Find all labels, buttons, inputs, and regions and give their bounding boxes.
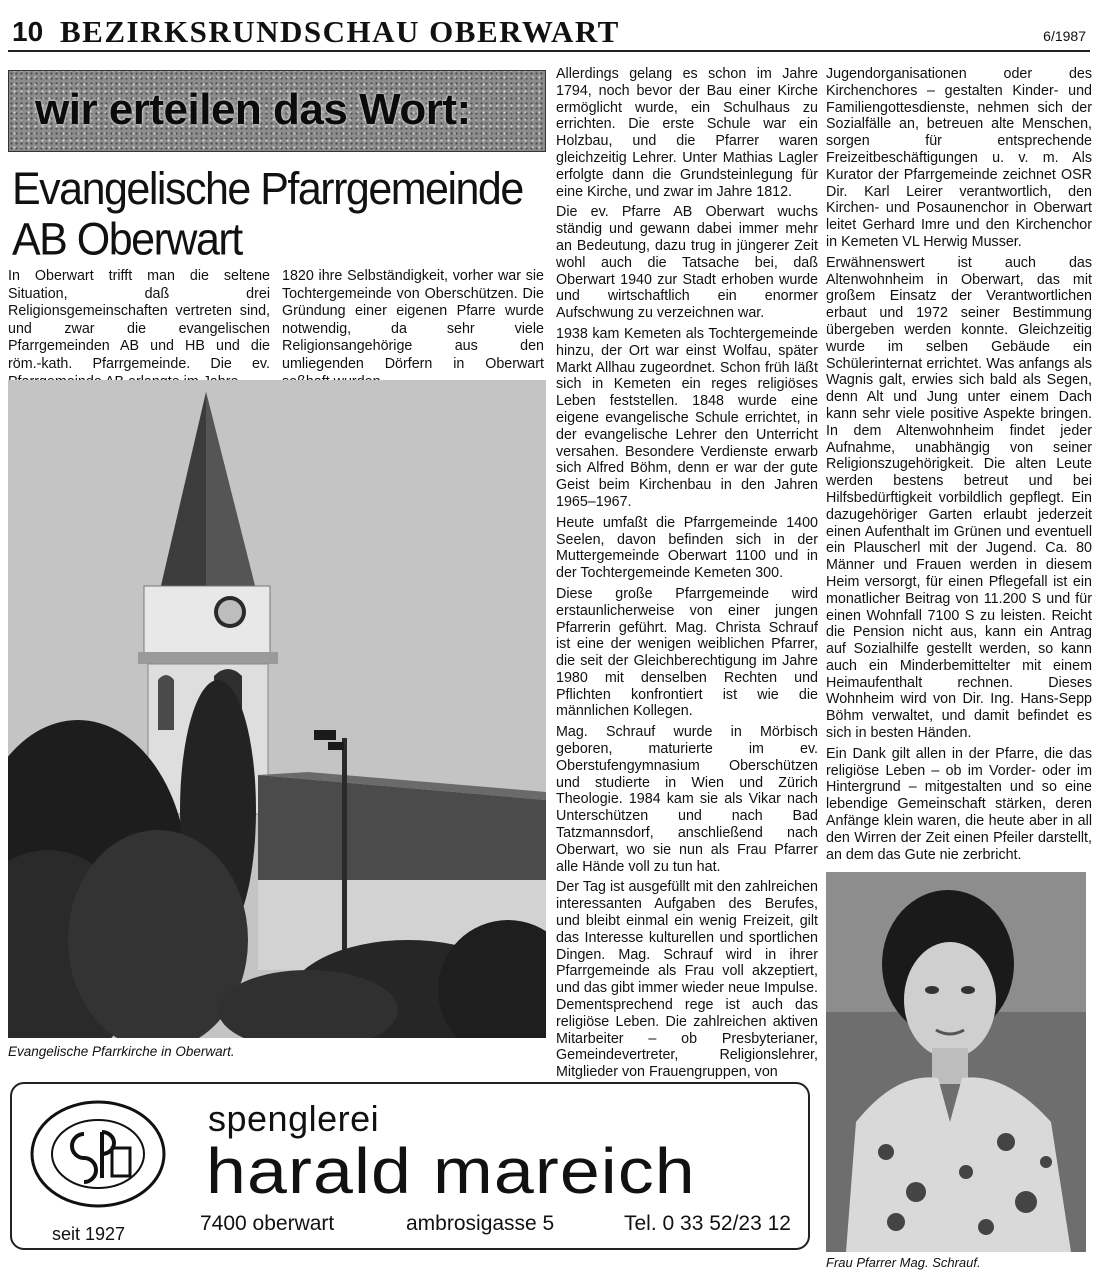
kicker-box [8, 70, 546, 152]
ad-company-name: harald mareich [206, 1135, 696, 1207]
headline-line-1: Evangelische Pfarrgemeinde [12, 164, 523, 215]
advertisement [10, 1082, 810, 1250]
masthead [8, 8, 1090, 52]
church-illustration [8, 380, 546, 1038]
paragraph: Diese große Pfarrgemeinde wird erstaunlicherweise von einer jungen Pfarrerin geführt. Mag. Christa Schrauf ist eine der wenigen weiblichen Pfarrer, die seit der Gleichberechtigung im Jahre 1980 mit denselben Rechten und Pflichten konfrontiert ist wie die männlichen Kollegen. [556, 585, 818, 720]
church-photo-caption: Evangelische Pfarrkirche in Oberwart. [8, 1044, 235, 1059]
paragraph: 1938 kam Kemeten als Tochtergemeinde hinzu, der Ort war einst Wolfau, später Markt Allhau zugeordnet. Schon früh läßt sich in Kemeten ein reges religiöses Leben feststellen. 1848 wurde eine eigene evangelische Schule errichtet, in der evangelische Lehrer den Unterricht versahen. Besondere Verdienste erwarb sich Alfred Böhm, denn er war der gute Geist beim Kirchenbau in den Jahren 1965–1967. [556, 325, 818, 510]
issue-number: 6/1987 [1043, 28, 1086, 44]
paragraph: Allerdings gelang es schon im Jahre 1794, noch bevor der Bau einer Kirche ermöglicht wurde, ein Schulhaus zu errichten. Die erste Schule war ein Holzbau, und die Pfarrer waren gleichzeitig Lehrer. Unter Mathias Lagler erfolgte dann die Grundsteinlegung für eine Kirche, und zwar im Jahre 1812. [556, 66, 818, 200]
intro-column-b: 1820 ihre Selbständigkeit, vorher war sie Tochtergemeinde von Oberschützen. Die Gründung einer eigenen Pfarre wurde notwendig, da sehr viele Religionsangehörige aus den umliegenden Dörfern in Oberwart [282, 268, 544, 372]
intro-column-a: In Oberwart trifft man die seltene Situation, daß drei Religionsgemeinschaften vertreten sind, und zwar die evangelischen Pfarrgemeinden AB und HB und die röm.-kath. Pfarrgemeinde. Die ev. [8, 268, 270, 372]
article-headline [12, 164, 546, 265]
church-photo [8, 380, 546, 1038]
article-column-3 [556, 66, 818, 1085]
portrait-photo-caption: Frau Pfarrer Mag. Schrauf. [826, 1255, 981, 1270]
ad-trade: spenglerei [208, 1098, 380, 1139]
spengler-logo-icon [28, 1098, 168, 1210]
paragraph: Ein Dank gilt allen in der Pfarre, die das religiöse Leben – ob im Vorder- oder im Hintergrund – mitgestalten und so eine lebendige Gemeinschaft stärken, deren Anfänge klein waren, die heute aber in all den Wirren der Zeit einen Pfeiler darstellt, an dem das Gute nie zerbricht. [826, 745, 1092, 863]
newspaper-title: BEZIRKSRUNDSCHAU OBERWART [60, 14, 620, 49]
paragraph: Der Tag ist ausgefüllt mit den zahlreichen interessanten Aufgaben des Berufes, und bleibt einmal ein wenig Freizeit, gilt das Interesse kulturellen und sportlichen Dingen. Mag. Schrauf wird in ihrer Pfarrgemeinde als Frau voll akzeptiert, und das gibt immer wieder neue Impulse. Dementsprechend rege ist auch das religiöse Leben. Die zahlreichen aktiven Mitarbeiter – ob Presbyterianer, Gemeindevertreter, Religionslehrer, Mitglieder von Frauengruppen, von [556, 879, 818, 1081]
portrait-photo [826, 872, 1086, 1252]
paragraph: Jugendorganisationen oder des Kirchenchores – gestalten Kinder- und Familiengottesdienste, nehmen sich der Sozialfälle an, betreuen alte Menschen, sorgen für entsprechende Freizeitbeschäftigungen u. v. m. Als Kurator der Pfarrgemeinde zeichnet OSR Dir. Karl Leirer verantwortlich, den Kirchen- und Posaunenchor in Oberwart leitet Gerhard Imre und den Kirchenchor in Kemeten VL Herwig Musser. [826, 66, 1092, 250]
ad-founded: seit 1927 [52, 1224, 126, 1244]
ad-city: 7400 oberwart [200, 1212, 335, 1235]
headline-line-2: AB Oberwart [12, 214, 242, 265]
article-column-4 [826, 66, 1092, 867]
kicker-text: wir erteilen das Wort: [35, 85, 471, 134]
paragraph: Mag. Schrauf wurde in Mörbisch geboren, maturierte im ev. Oberstufengymnasium Oberschützen und studierte in Wien und Zürich Theologie. 1984 kam sie als Vikar nach Unterschützen und nach Bad Tatzmannsdorf, anschließend nach Oberwart, wo sie nun als Frau Pfarrer alle Hände voll zu tun hat. [556, 724, 818, 875]
page-number: 10 [12, 16, 44, 47]
portrait-illustration [826, 872, 1086, 1252]
paragraph: Erwähnenswert ist auch das Altenwohnheim in Oberwart, das mit großem Einsatz der Verantwortlichen erbaut und 1972 seiner Bestimmung übergeben werden konnte. Gleichzeitig wurde im selben Gebäude ein Schülerinternat errichtet. Was anfangs als Wagnis galt, erwies sich bald als Segen, denn Alt und Jung unter einem Dach kann sehr viele positive Aspekte bringen. In dem Altenwohnheim findet jeder Aufnahme, unabhängig von seiner Religionszugehörigkeit. Die alten Leute werden bestens betreut und bei Hilfsbedürftigkeit vorbildlich gepflegt. Ein dazugehöriger Garten erlaubt jederzeit einen Aufenthalt im Grünen und eventuell ein Plauscherl mit der Jugend. Ca. 80 Männer und Frauen werden in diesem Heim versorgt, für einen Pflegefall ist ein monatlicher Beitrag von 11.200 S und für einen Wohnfall 7100 S zu leisten. Reicht die Pension nicht aus, kann ein Antrag auf Sozialhilfe gestellt werden, so kann auch ein Minderbemittelter mit einem Heimaufenthalt rechnen. Dieses Wohnheim wird von Dir. Ing. Hans-Sepp Böhm verwaltet, und damit befindet es sich in besten Händen. [826, 254, 1092, 742]
paragraph: Heute umfaßt die Pfarrgemeinde 1400 Seelen, davon befinden sich in der Muttergemeinde Oberwart 1100 und in der Tochtergemeinde Kemeten 300. [556, 514, 818, 582]
paragraph: Die ev. Pfarre AB Oberwart wuchs ständig und gewann dabei immer mehr an Bedeutung, dazu trug in jüngerer Zeit wohl auch die Tatsache bei, daß Oberwart 1940 zur Stadt erhoben wurde und wirtschaftlich ein enormer Aufschwung zu verzeichnen war. [556, 204, 818, 322]
ad-street: ambrosigasse 5 [406, 1212, 555, 1235]
ad-telephone: Tel. 0 33 52/23 12 [624, 1212, 791, 1235]
